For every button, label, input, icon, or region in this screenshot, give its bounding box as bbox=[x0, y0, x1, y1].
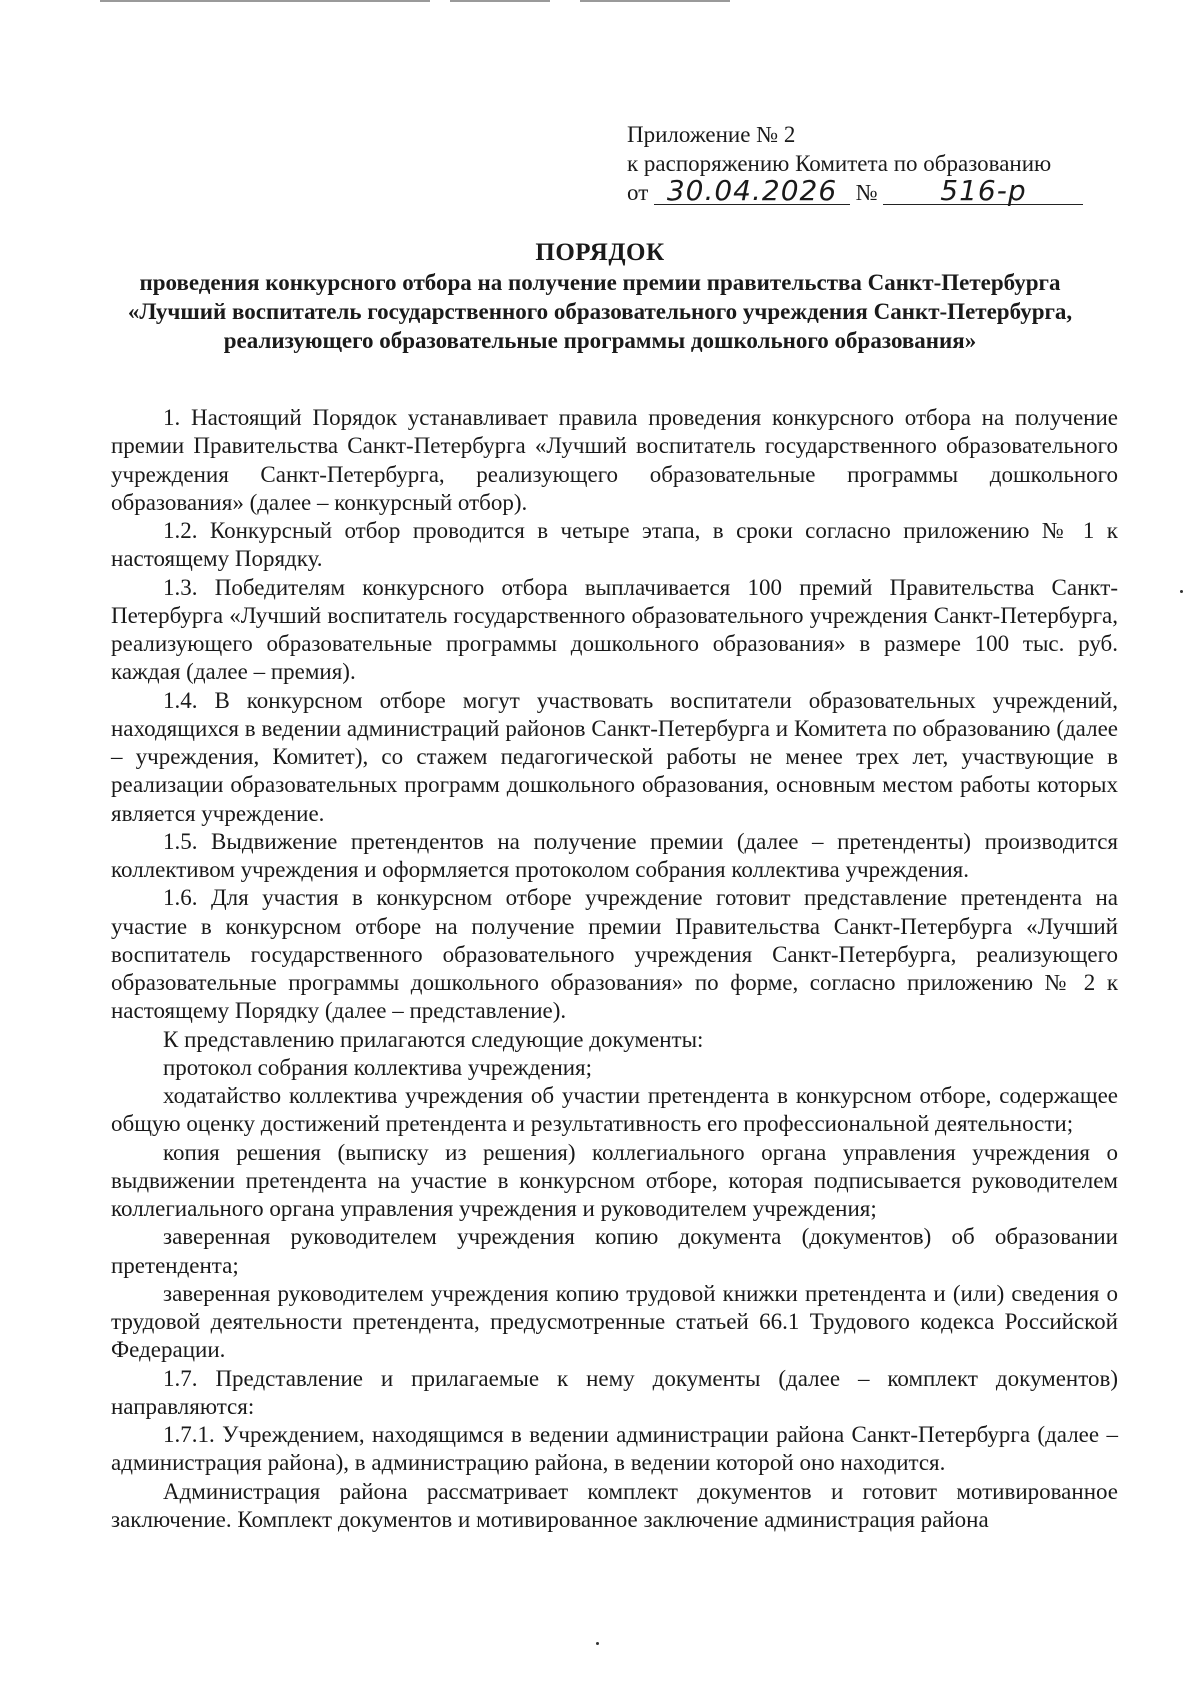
paragraph-1-7-1: 1.7.1. Учреждением, находящимся в ведении администрации района Санкт-Петербурга (далее – администрация района), в администрацию района, в ведении которой оно находится. bbox=[111, 1422, 1118, 1476]
paragraph-1-6: 1.6. Для участия в конкурсном отборе учреждение готовит представление претендента на участие в конкурсном отборе на получение премии Правительства Санкт-Петербурга «Лучший воспитатель государственного образовательного учреждения Санкт-Петербурга, реализующего образовательные программы дошкольного образования» по форме, согласно приложению № 2 к настоящему Порядку (далее – представление). bbox=[111, 885, 1118, 1024]
title-subtitle: проведения конкурсного отбора на получение премии правительства Санкт-Петербурга «Лучший воспитатель государственного образовательного учреждения Санкт-Петербурга, реализующего образовательные программы дошкольного образования» bbox=[127, 270, 1073, 353]
documents-intro: К представлению прилагаются следующие документы: bbox=[163, 1026, 704, 1052]
appendix-reference: к распоряжению Комитета по образованию bbox=[627, 151, 1052, 176]
paragraph-1-4: 1.4. В конкурсном отборе могут участвовать воспитатели образовательных учреждений, находящихся в ведении администраций районов Санкт-Петербурга и Комитета по образованию (далее – учреждения, Комитет), со стажем педагогической работы не менее трех лет, участвующие в реализации образовательных программ дошкольного образования, основным местом работы которых является учреждение. bbox=[111, 687, 1118, 826]
appendix-date-line bbox=[627, 174, 1083, 207]
document-item-decision-copy: копия решения (выписку из решения) коллегиального органа управления учреждения о выдвижении претендента на участие в конкурсном отборе, которая подписывается руководителем коллегиального органа управления учреждения и руководителем учреждения; bbox=[111, 1139, 1118, 1221]
document-item-education: заверенная руководителем учреждения копию документа (документов) об образовании претендента; bbox=[111, 1224, 1118, 1278]
document-item-protocol: протокол собрания коллектива учреждения; bbox=[163, 1054, 593, 1080]
paragraph-1-7: 1.7. Представление и прилагаемые к нему документы (далее – комплект документов) направляются: bbox=[111, 1365, 1118, 1419]
number-sign: № bbox=[855, 180, 878, 205]
scan-edge-line bbox=[580, 0, 730, 2]
document-item-petition: ходатайство коллектива учреждения об участии претендента в конкурсном отборе, содержащее общую оценку достижений претендента и результативность его профессиональной деятельности; bbox=[111, 1083, 1118, 1137]
document-body bbox=[111, 404, 1118, 1534]
paragraph-district-review: Администрация района рассматривает комплект документов и готовит мотивированное заключение. Комплект документов и мотивированное заключение администрация района bbox=[111, 1478, 1118, 1532]
scan-edge-line bbox=[100, 0, 430, 2]
handwritten-date: 30.04.2026 bbox=[654, 178, 850, 205]
paragraph-1-5: 1.5. Выдвижение претендентов на получение премии (далее – претенденты) производится коллективом учреждения и оформляется протоколом собрания коллектива учреждения. bbox=[111, 828, 1118, 882]
scan-speck bbox=[596, 1642, 599, 1645]
title-main: ПОРЯДОК bbox=[535, 239, 665, 266]
paragraph-1-3: 1.3. Победителям конкурсного отбора выплачивается 100 премий Правительства Санкт-Петербурга «Лучший воспитатель государственного образовательного учреждения Санкт-Петербурга, реализующего образовательные программы дошкольного образования» в размере 100 тыс. руб. каждая (далее – премия). bbox=[111, 574, 1118, 685]
scan-speck bbox=[1180, 590, 1183, 593]
appendix-number: Приложение № 2 bbox=[627, 122, 796, 147]
paragraph-1: 1. Настоящий Порядок устанавливает правила проведения конкурсного отбора на получение премии Правительства Санкт-Петербурга «Лучший воспитатель государственного образовательного учреждения Санкт-Петербурга, реализующего образовательные программы дошкольного образования» (далее – конкурсный отбор). bbox=[111, 405, 1118, 515]
document-item-workbook: заверенная руководителем учреждения копию трудовой книжки претендента и (или) сведения о трудовой деятельности претендента, предусмотренные статьей 66.1 Трудового кодекса Российской Федерации. bbox=[111, 1280, 1118, 1363]
paragraph-1-2: 1.2. Конкурсный отбор проводится в четыре этапа, в сроки согласно приложению № 1 к настоящему Порядку. bbox=[111, 518, 1118, 572]
appendix-header bbox=[627, 120, 1083, 207]
document-title bbox=[100, 238, 1100, 355]
scan-edge-line bbox=[450, 0, 550, 2]
handwritten-number: 516-р bbox=[883, 178, 1083, 205]
date-prefix: от bbox=[627, 180, 649, 205]
